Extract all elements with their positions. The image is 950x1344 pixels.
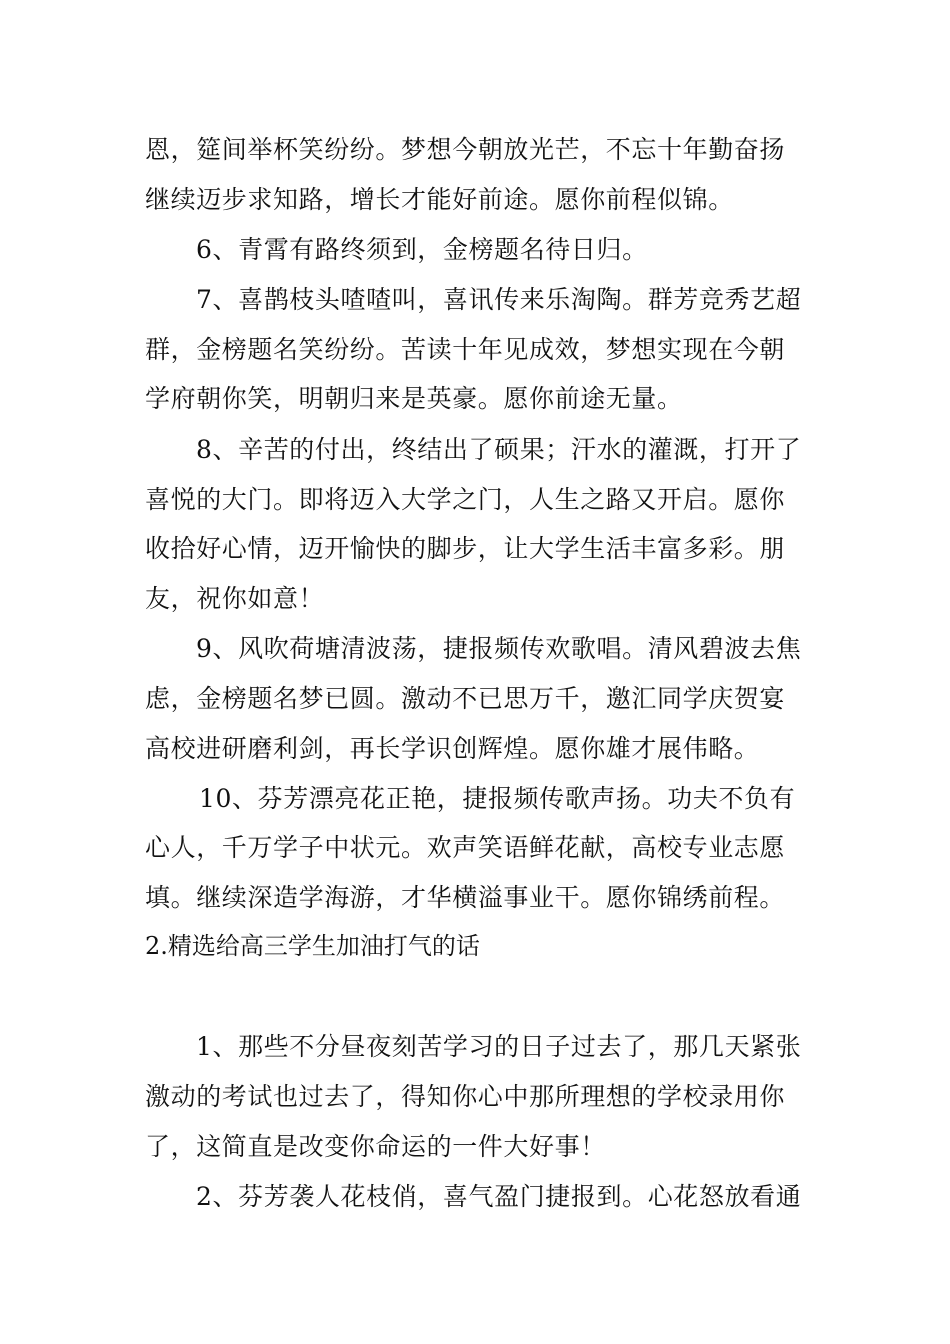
paragraph-1: 1、那些不分昼夜刻苦学习的日子过去了，那几天紧张 <box>196 1032 802 1061</box>
section-heading: 2.精选给高三学生加油打气的话 <box>145 932 480 960</box>
text-line: 群，金榜题名笑纷纷。苦读十年见成效，梦想实现在今朝 <box>145 335 786 364</box>
paragraph-8: 8、辛苦的付出，终结出了硕果；汗水的灌溉，打开了 <box>196 435 802 464</box>
text-line: 恩，筵间举杯笑纷纷。梦想今朝放光芒，不忘十年勤奋扬 <box>145 135 786 164</box>
text-line: 继续迈步求知路，增长才能好前途。愿你前程似锦。 <box>145 185 734 214</box>
paragraph-10: 10、芬芳漂亮花正艳，捷报频传歌声扬。功夫不负有 <box>199 784 796 813</box>
text-line: 高校进研磨利剑，再长学识创辉煌。愿你雄才展伟略。 <box>145 734 760 763</box>
text-line: 学府朝你笑，明朝归来是英豪。愿你前途无量。 <box>145 384 683 413</box>
text-line: 激动的考试也过去了，得知你心中那所理想的学校录用你 <box>145 1082 786 1111</box>
text-line: 友，祝你如意！ <box>145 584 325 613</box>
text-line: 收拾好心情，迈开愉快的脚步，让大学生活丰富多彩。朋 <box>145 534 786 563</box>
text-line: 了，这简直是改变你命运的一件大好事！ <box>145 1132 606 1161</box>
text-line: 虑，金榜题名梦已圆。激动不已思万千，邀汇同学庆贺宴 <box>145 684 786 713</box>
paragraph-9: 9、风吹荷塘清波荡，捷报频传欢歌唱。清风碧波去焦 <box>196 634 802 663</box>
paragraph-7: 7、喜鹊枝头喳喳叫，喜讯传来乐淘陶。群芳竞秀艺超 <box>196 285 802 314</box>
text-line: 填。继续深造学海游，才华横溢事业干。愿你锦绣前程。 <box>145 883 786 912</box>
text-line: 喜悦的大门。即将迈入大学之门，人生之路又开启。愿你 <box>145 485 786 514</box>
text-line: 心人，千万学子中状元。欢声笑语鲜花献，高校专业志愿 <box>145 833 786 862</box>
paragraph-2: 2、芬芳袭人花枝俏，喜气盈门捷报到。心花怒放看通 <box>196 1182 802 1211</box>
paragraph-6: 6、青霄有路终须到，金榜题名待日归。 <box>196 235 648 264</box>
